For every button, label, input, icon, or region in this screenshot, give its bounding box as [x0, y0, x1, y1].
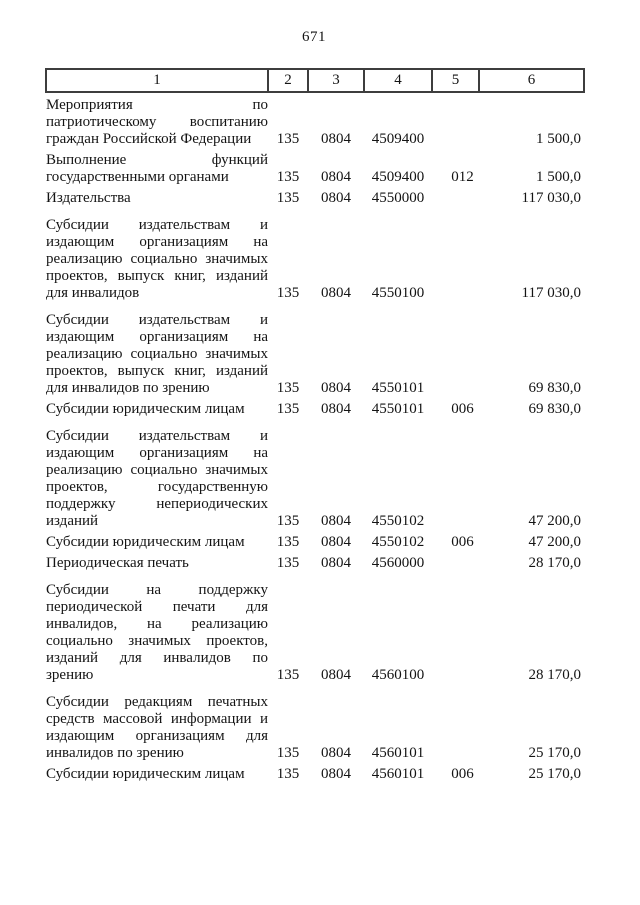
- section-code: 0804: [321, 285, 351, 301]
- section-code: 0804: [321, 131, 351, 147]
- row-label: [46, 92, 268, 148]
- row-label-line: для инвалидов по зрению: [46, 380, 210, 396]
- row-label-line: Выполнение функций: [46, 152, 268, 168]
- table-row: [46, 762, 584, 783]
- amount: 28 170,0: [528, 667, 581, 683]
- table-row: [46, 572, 584, 684]
- target-item-code: 4550101: [371, 380, 425, 396]
- table-row: [46, 302, 584, 397]
- amount: 47 200,0: [528, 534, 581, 550]
- row-label: [46, 551, 268, 572]
- amount: 117 030,0: [521, 190, 581, 206]
- row-label-line: средств массовой информации и: [46, 711, 268, 727]
- section-code: 0804: [321, 667, 351, 683]
- page-number: 671: [302, 29, 326, 45]
- expense-type-code: [432, 551, 479, 572]
- row-label-line: Субсидии издательствам и: [46, 217, 268, 233]
- section-code: 0804: [321, 534, 351, 550]
- budget-table: [45, 68, 585, 783]
- row-label: [46, 148, 268, 186]
- target-item-code: 4560100: [371, 667, 425, 683]
- target-item-code: 4560000: [371, 555, 425, 571]
- expense-type-code: [432, 186, 479, 207]
- row-label: [46, 397, 268, 418]
- amount: 69 830,0: [528, 401, 581, 417]
- amount: 69 830,0: [528, 380, 581, 396]
- header-cell-3: 3: [308, 69, 364, 92]
- row-label: [46, 418, 268, 530]
- expense-type-code: [432, 684, 479, 762]
- table-row: [46, 148, 584, 186]
- row-label-line: Мероприятия по: [46, 97, 268, 113]
- row-label-line: проектов, выпуск книг, изданий: [46, 268, 268, 284]
- target-item-code: 4560101: [371, 766, 425, 782]
- row-label-line: Субсидии издательствам и: [46, 428, 268, 444]
- expense-type-code: [432, 418, 479, 530]
- row-label-line: Субсидии юридическим лицам: [46, 534, 245, 550]
- expense-type-code: 006: [451, 766, 474, 782]
- amount: 25 170,0: [528, 745, 581, 761]
- expense-type-code: [432, 572, 479, 684]
- chapter-code: 135: [276, 380, 300, 396]
- table-row: [46, 684, 584, 762]
- row-label-line: Периодическая печать: [46, 555, 189, 571]
- row-label-line: патриотическому воспитанию: [46, 114, 268, 130]
- chapter-code: 135: [276, 766, 300, 782]
- section-code: 0804: [321, 380, 351, 396]
- row-label-line: изданий для инвалидов по: [46, 650, 268, 666]
- expense-type-code: 012: [451, 169, 474, 185]
- table-row: [46, 186, 584, 207]
- table-row: [46, 530, 584, 551]
- amount: 1 500,0: [536, 169, 581, 185]
- row-label-line: проектов, государственную: [46, 479, 268, 495]
- chapter-code: 135: [276, 534, 300, 550]
- row-label-line: инвалидов, на реализацию: [46, 616, 268, 632]
- row-label: [46, 530, 268, 551]
- amount: 25 170,0: [528, 766, 581, 782]
- header-cell-5: 5: [432, 69, 479, 92]
- row-label-line: Субсидии юридическим лицам: [46, 766, 245, 782]
- row-label-line: инвалидов по зрению: [46, 745, 184, 761]
- row-label-line: поддержку непериодических: [46, 496, 268, 512]
- target-item-code: 4550102: [371, 513, 425, 529]
- chapter-code: 135: [276, 513, 300, 529]
- row-label: [46, 572, 268, 684]
- row-label-line: издающим организациям для: [46, 728, 268, 744]
- section-code: 0804: [321, 401, 351, 417]
- row-label-line: Издательства: [46, 190, 131, 206]
- amount: 117 030,0: [521, 285, 581, 301]
- section-code: 0804: [321, 513, 351, 529]
- target-item-code: 4550100: [371, 285, 425, 301]
- row-label-line: для инвалидов: [46, 285, 140, 301]
- chapter-code: 135: [276, 401, 300, 417]
- expense-type-code: [432, 302, 479, 397]
- chapter-code: 135: [276, 667, 300, 683]
- row-label-line: реализацию социально значимых: [46, 251, 268, 267]
- row-label-line: Субсидии редакциям печатных: [46, 694, 268, 710]
- expense-type-code: 006: [451, 401, 474, 417]
- target-item-code: 4550101: [371, 401, 425, 417]
- row-label-line: издающим организациям на: [46, 234, 268, 250]
- chapter-code: 135: [276, 169, 300, 185]
- header-cell-4: 4: [364, 69, 432, 92]
- header-cell-6: 6: [479, 69, 584, 92]
- section-code: 0804: [321, 169, 351, 185]
- chapter-code: 135: [276, 190, 300, 206]
- table-row: [46, 397, 584, 418]
- row-label-line: Субсидии издательствам и: [46, 312, 268, 328]
- row-label: [46, 684, 268, 762]
- row-label-line: изданий: [46, 513, 99, 529]
- amount: 1 500,0: [536, 131, 581, 147]
- table-header-row: [46, 69, 584, 92]
- table-row: [46, 551, 584, 572]
- target-item-code: 4509400: [371, 131, 425, 147]
- table-row: [46, 92, 584, 148]
- row-label-line: социально значимых проектов,: [46, 633, 268, 649]
- row-label-line: граждан Российской Федерации: [46, 131, 252, 147]
- target-item-code: 4550102: [371, 534, 425, 550]
- row-label-line: издающим организациям на: [46, 445, 268, 461]
- chapter-code: 135: [276, 745, 300, 761]
- section-code: 0804: [321, 745, 351, 761]
- row-label: [46, 186, 268, 207]
- table-body: [46, 92, 584, 783]
- row-label: [46, 207, 268, 302]
- target-item-code: 4560101: [371, 745, 425, 761]
- expense-type-code: [432, 92, 479, 148]
- row-label-line: издающим организациям на: [46, 329, 268, 345]
- row-label-line: реализацию социально значимых: [46, 346, 268, 362]
- target-item-code: 4509400: [371, 169, 425, 185]
- chapter-code: 135: [276, 555, 300, 571]
- table-row: [46, 418, 584, 530]
- expense-type-code: [432, 207, 479, 302]
- row-label-line: Субсидии на поддержку: [46, 582, 268, 598]
- header-cell-1: 1: [46, 69, 268, 92]
- section-code: 0804: [321, 766, 351, 782]
- row-label: [46, 762, 268, 783]
- chapter-code: 135: [276, 285, 300, 301]
- row-label-line: проектов, выпуск книг, изданий: [46, 363, 268, 379]
- section-code: 0804: [321, 555, 351, 571]
- row-label-line: периодической печати для: [46, 599, 268, 615]
- table-row: [46, 207, 584, 302]
- row-label-line: реализацию социально значимых: [46, 462, 268, 478]
- row-label: [46, 302, 268, 397]
- section-code: 0804: [321, 190, 351, 206]
- header-cell-2: 2: [268, 69, 308, 92]
- row-label-line: зрению: [46, 667, 94, 683]
- row-label-line: Субсидии юридическим лицам: [46, 401, 245, 417]
- amount: 28 170,0: [528, 555, 581, 571]
- expense-type-code: 006: [451, 534, 474, 550]
- row-label-line: государственными органами: [46, 169, 229, 185]
- amount: 47 200,0: [528, 513, 581, 529]
- target-item-code: 4550000: [371, 190, 425, 206]
- chapter-code: 135: [276, 131, 300, 147]
